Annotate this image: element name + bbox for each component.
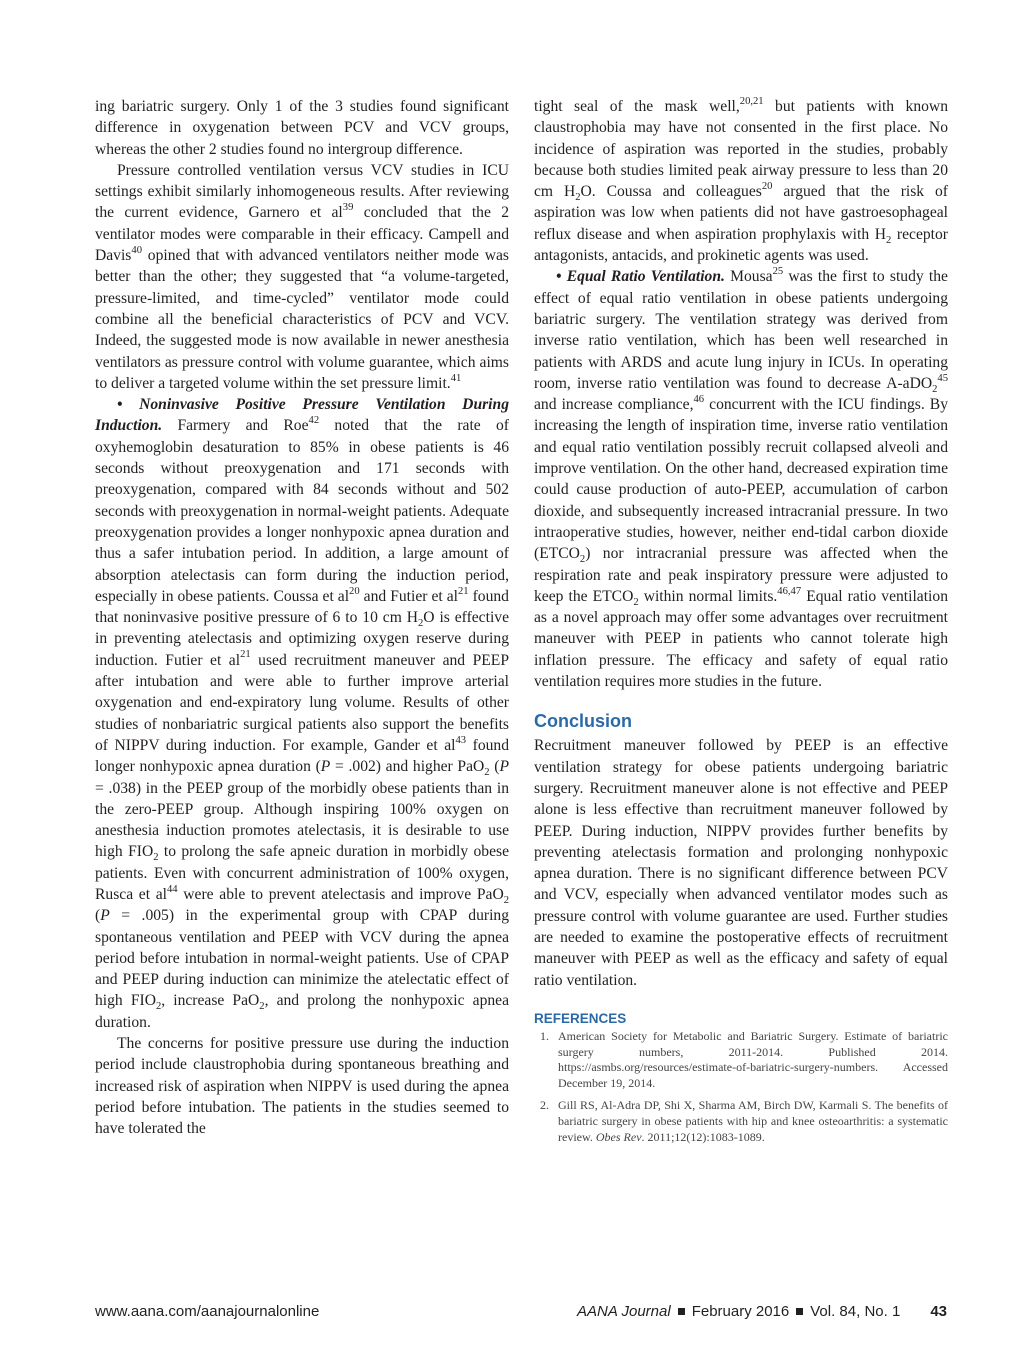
citation: 44 [167, 883, 178, 895]
journal-citation [577, 1303, 947, 1320]
paragraph-conclusion: Recruitment maneuver followed by PEEP is an effective ventilation strategy for obese patients undergoing bariatric surgery. Recruitment maneuver alone is not effective and PEEP alone is less effective than recruitment maneuver followed by PEEP. During induction, NIPPV provides further benefits by preventing atelectasis formation and prolonging nonhypoxic apnea duration. There is no significant difference between PCV and VCV, especially when advanced ventilator modes such as pressure control with volume guarantee are used. Further studies are needed to examine the postoperative effects of recruitment maneuver with PEEP as well as the efficacy and safety of equal ratio ventilation. [534, 737, 948, 989]
square-bullet-icon [796, 1308, 803, 1315]
reference-number: 1. [540, 1028, 549, 1043]
page-number: 43 [930, 1303, 947, 1320]
citation: 46 [693, 393, 705, 405]
paragraph-equal-ratio-ventilation: • Equal Ratio Ventilation. Mousa$^{25}$ was the first to study the effect of equal ratio ventilation in obese patients undergoing bariatric surgery. The ventilation strategy was derived from inverse ratio ventilation, which has been well researched in patients with ARDS and acute lung injury in ICUs. In operating room, inverse ratio ventilation was found to decrease A-aDO$_2^{45}$ and increase compliance,$^{46}$ concurrent with the ICU findings. By increasing the length of inspiration time, inverse ratio ventilation and equal ratio ventilation possibly recruit collapsed alveoli and improve ventilation. On the other hand, decreased expiration time could cause production of auto-PEEP, accumulation of carbon dioxide, and subsequently increased intracranial pressure. In two intraoperative studies, however, neither end-tidal carbon dioxide $(ETCO_2)$ nor intracranial pressure was affected when the respiration rate and peak inspiratory pressure were adjusted to keep the $ETCO_2$ within normal limits.$^{46,47}$ Equal ratio ventilation as a novel approach may offer some advantages over recruitment maneuver with PEEP in patients who cannot tolerate high inflation pressure. The efficacy and safety of equal ratio ventilation requires more studies in the future. [534, 266, 949, 691]
paragraph-mask-aspiration: tight seal of the mask well,$^{20,21}$ but patients with known claustrophobia may have not consented in the first place. No incidence of aspiration was reported in the studies, probably because both studies limited peak airway pressure to less than 20 cm $H_2O$. Coussa and colleagues$^{20}$ argued that the risk of aspiration was low when patients did not have gastroesophageal reflux disease and when aspiration prophylaxis with $H_2$ receptor antagonists, antacids, and prokinetic agents was used. [534, 95, 949, 265]
page-footer [95, 1303, 947, 1327]
section-heading-conclusion: Conclusion [534, 711, 632, 732]
paragraph-nippv-induction: • Noninvasive Positive Pressure Ventilation During Induction. Farmery and Roe$^{42}$ noted that the rate of oxyhemoglobin desaturation to 85% in obese patients is 46 seconds without preoxygenation and 171 seconds with preoxygenation, compared with 84 seconds without and 502 seconds with preoxygenation in normal-weight patients. Adequate preoxygenation provides a longer nonhypoxic apnea duration and thus a safer intubation period. In addition, a large amount of absorption atelectasis can form during the induction period, especially in obese patients. Coussa et $al^{20}$ and Futier et $al^{21}$ found that noninvasive positive pressure of 6 to 10 cm $H_2O$ is effective in preventing atelectasis and optimizing oxygen reserve during induction. Futier et $al^{21}$ used recruitment maneuver and PEEP after intubation and were able to further improve arterial oxygenation and end-expiratory lung volume. Results of other studies of nonbariatric surgical patients also support the benefits of NIPPV during induction. For example, Gander et $al^{43}$ found longer nonhypoxic apnea duration (P = .002) and higher PaO$_2$ (P = .038) in the PEEP group of the morbidly obese patients than in the zero-PEEP group. Although inspiring 100% oxygen on anesthesia induction promotes atelectasis, it is desirable to use high $FIO_2$ to prolong the safe apneic duration in morbidly obese patients. Even with concurrent administration of 100% oxygen, Rusca et $al^{44}$ were able to prevent atelectasis and improve PaO$_2$ (P = .005) in the experimental group with CPAP during spontaneous ventilation and PEEP with VCV during the apnea period before intubation in normal-weight patients. Use of CPAP and PEEP during induction can minimize the atelectatic effect of high $FIO_2$, increase PaO$_2$, and prolong the nonhypoxic apnea duration. [95, 396, 510, 1031]
citation: 43 [455, 734, 467, 746]
citation: 45 [937, 372, 948, 384]
reference-item: 1. American Society for Metabolic and Bariatric Surgery. Estimate of bariatric surgery numbers, 2011-2014. Published 2014. https://asmbs.org/resources/estimate-of-bariatric-surgery-numbers. Accessed December 19, 2014. [540, 1028, 948, 1091]
citation: 20,21 [739, 95, 764, 107]
issue-date: February 2016 [691, 1303, 790, 1320]
paragraph-pcv-vcv-icu: Pressure controlled ventilation versus VCV studies in ICU settings exhibit similarly inhomogeneous results. After reviewing the current evidence, Garnero et $al^{39}$ concluded that the 2 ventilator modes were comparable in their efficacy. Campell and Davis$^{40}$ opined that with advanced ventilators neither mode was better than the other; they suggested that “a volume-targeted, pressure-limited, and time-cycled” ventilator mode could combine all the beneficial characteristics of PCV and VCV. Indeed, the suggested mode is now available in newer anesthesia ventilators as pressure control with volume guarantee, which aims to deliver a targeted volume within the set pressure limit.$^{41}$ [95, 161, 509, 392]
reference-item: 2. Gill RS, Al-Adra DP, Shi X, Sharma AM, Birch DW, Karmali S. The benefits of bariatric surgery in obese patients with hip and knee osteoarthritis: a systematic review. Obes Rev. 2011;12(12):1083-1089. [540, 1098, 948, 1144]
citation: 41 [450, 372, 462, 384]
citation: 39 [342, 202, 354, 214]
volume-issue: Vol. 84, No. 1 [810, 1303, 901, 1320]
reference-number: 2. [540, 1098, 549, 1113]
citation: 20 [761, 180, 773, 192]
reference-list [534, 1029, 948, 1146]
citation: 20 [349, 585, 360, 597]
paragraph-pcv-vcv-bariatric: ing bariatric surgery. Only 1 of the 3 studies found significant difference in oxygenation between PCV and VCV groups, whereas the other 2 studies found no intergroup difference. [95, 98, 509, 158]
left-column [95, 96, 509, 1140]
journal-name: AANA Journal [577, 1303, 671, 1320]
citation: 21 [457, 585, 469, 597]
square-bullet-icon [678, 1308, 685, 1315]
citation: 21 [240, 649, 251, 661]
citation: 40 [131, 244, 142, 256]
citation: 46,47 [777, 585, 802, 597]
subsection-heading-equal-ratio: • Equal Ratio Ventilation. [556, 268, 725, 286]
citation: 25 [772, 266, 784, 278]
paragraph-pressure-concerns: The concerns for positive pressure use during the induction period include claustrophobia during spontaneous breathing and increased risk of aspiration when NIPPV is used during the apnea period before intubation. The patients in the studies seemed to have tolerated the [95, 1035, 509, 1138]
right-column [534, 96, 948, 1151]
journal-url[interactable]: www.aana.com/aanajournalonline [95, 1303, 320, 1320]
citation: 42 [308, 415, 320, 427]
references-heading: REFERENCES [534, 1010, 627, 1026]
subsection-heading-nippv: • Noninvasive Positive Pressure Ventilation During Induction. [95, 396, 509, 435]
